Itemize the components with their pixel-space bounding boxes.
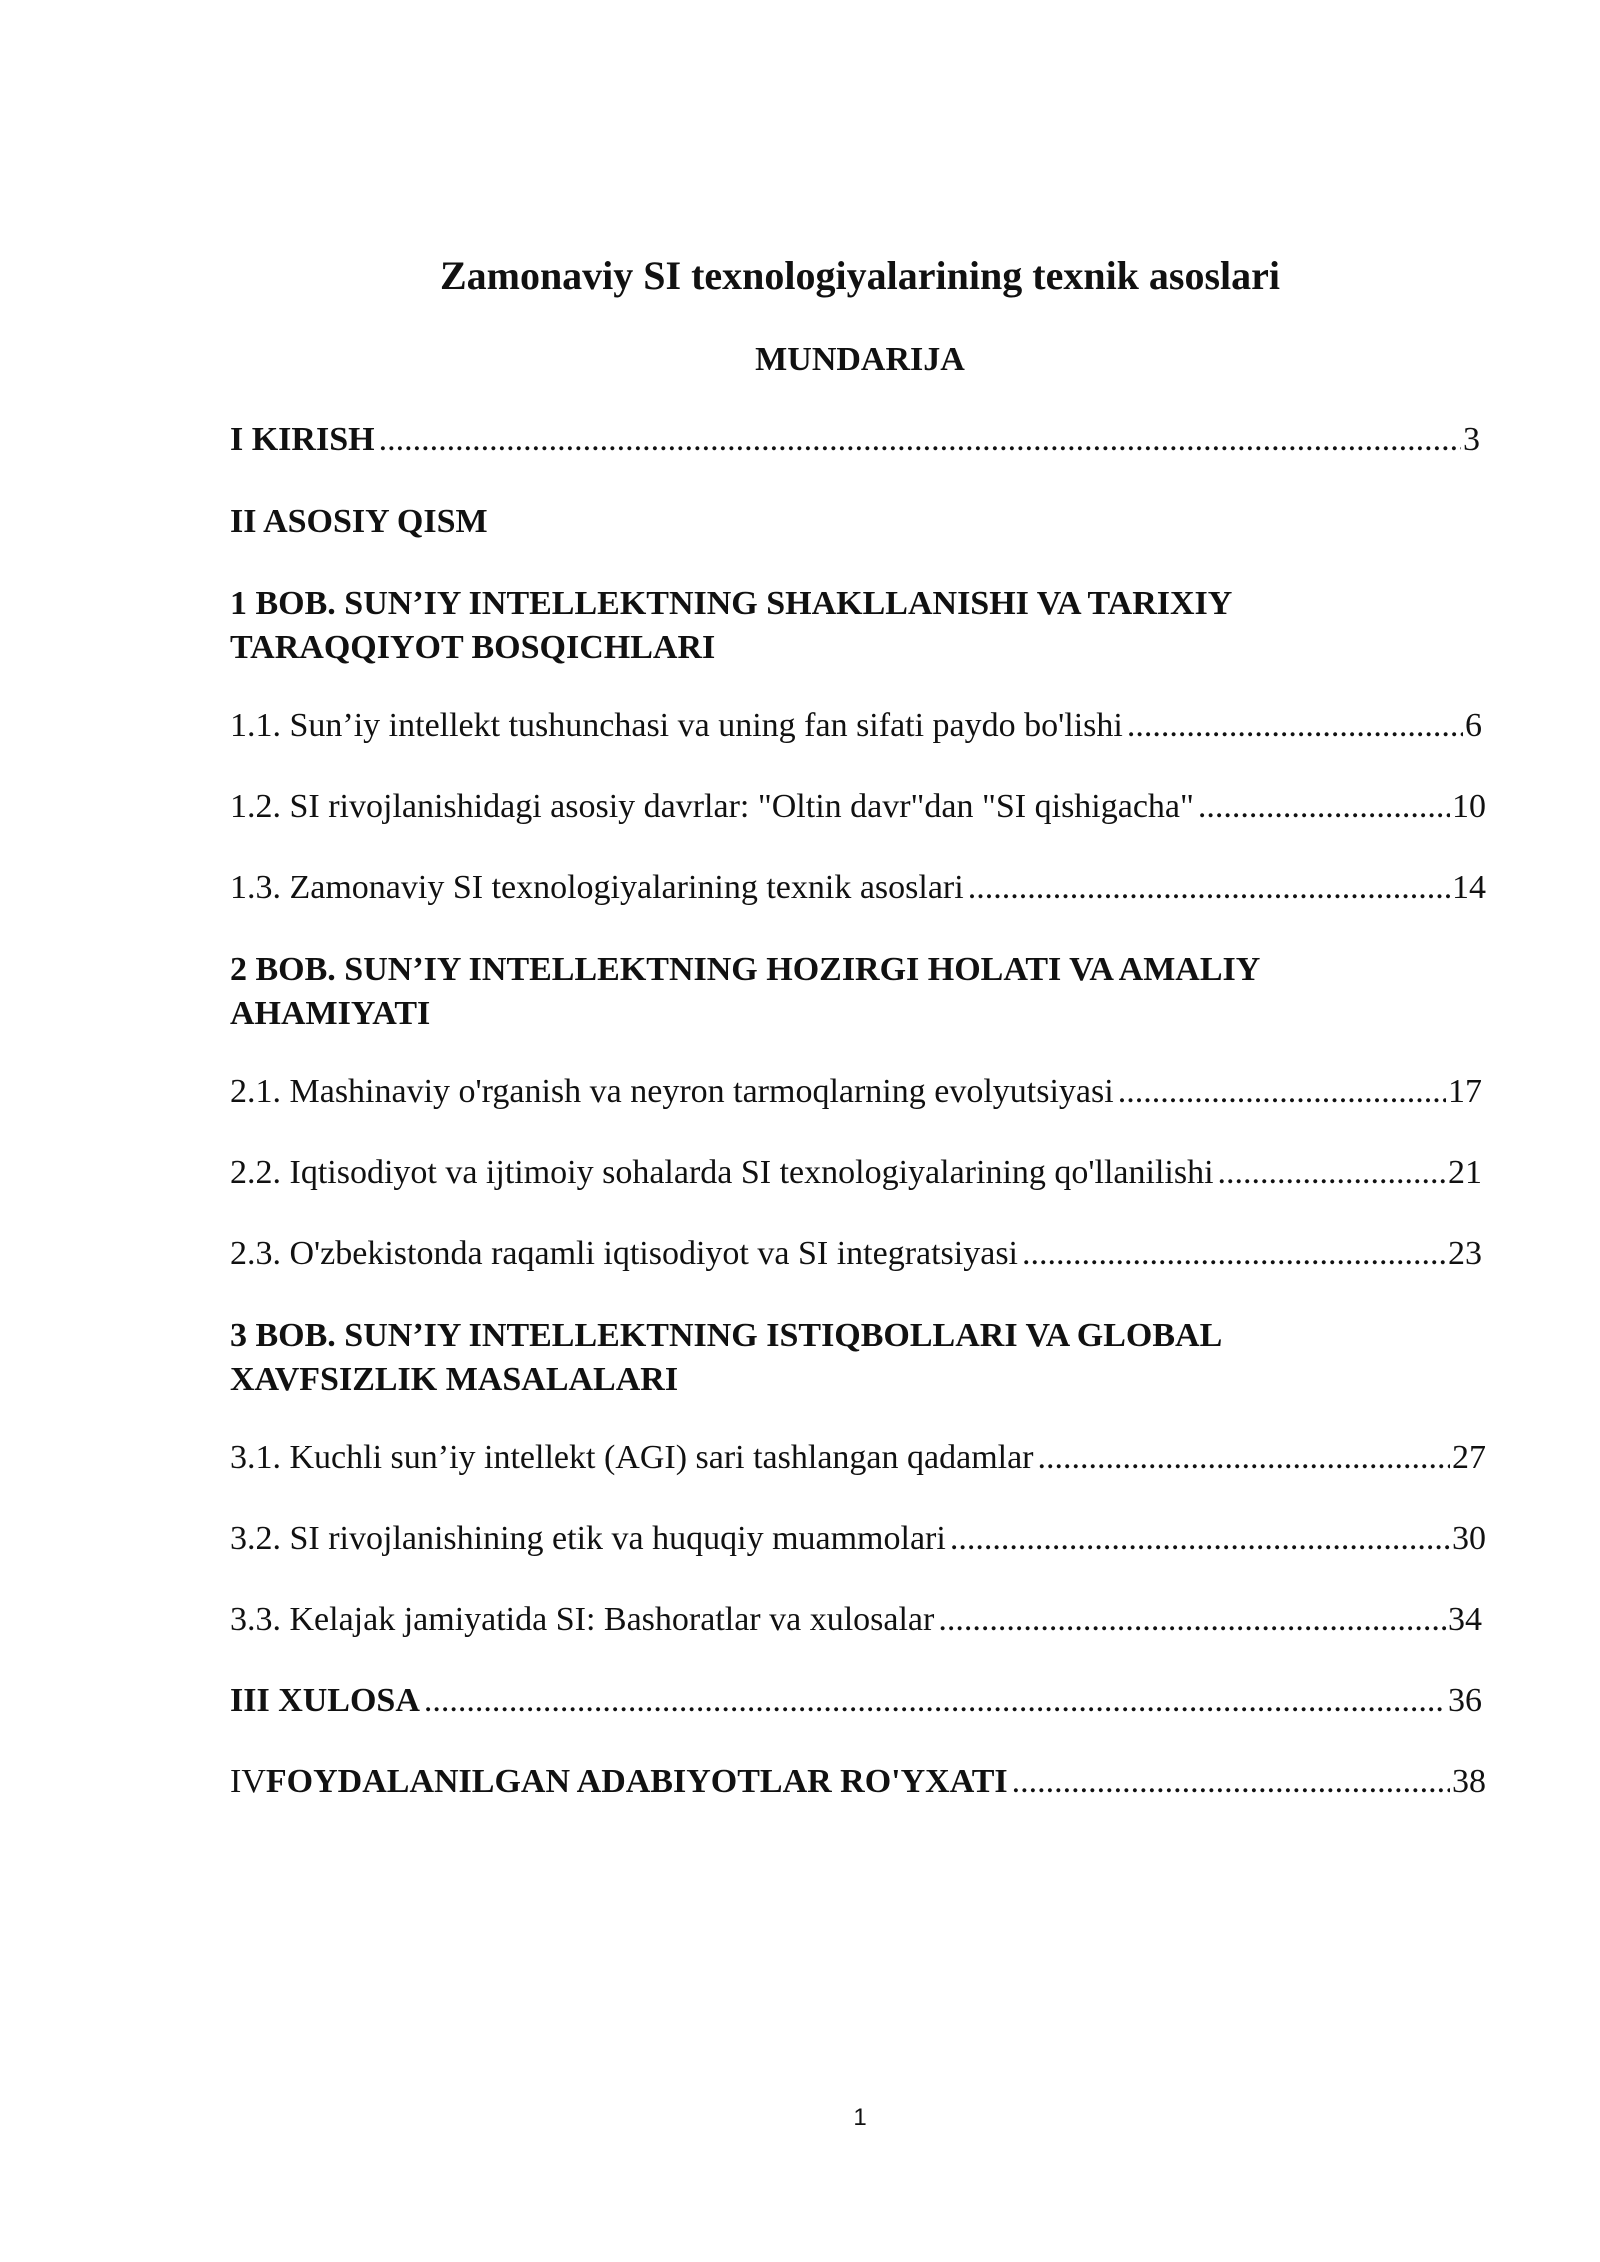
toc-entry-1-1[interactable] [230, 702, 1482, 750]
toc-entry-2-3[interactable] [230, 1230, 1482, 1278]
toc-chapter-3[interactable]: 3 BOB. SUN’IY INTELLEKTNING ISTIQBOLLARI VA GLOBAL XAVFSIZLIK MASALALARI [230, 1317, 1221, 1398]
toc-leader-dots [1118, 1068, 1446, 1116]
toc-leader-dots [1198, 783, 1450, 831]
toc-leader-dots [1012, 1758, 1450, 1806]
toc-entry-adabiyotlar[interactable] [230, 1758, 1486, 1806]
toc-leader-dots [968, 864, 1450, 912]
toc-entry-text: 3.1. Kuchli sun’iy intellekt (AGI) sari tashlangan qadamlar [230, 1439, 1034, 1476]
toc-entry-text: 3.3. Kelajak jamiyatida SI: Bashoratlar va xulosalar [230, 1601, 935, 1638]
toc-page-number: 34 [1448, 1601, 1482, 1638]
toc-page-number: 14 [1452, 869, 1486, 906]
toc-entry-prefix: IV [230, 1763, 266, 1800]
toc-leader-dots [950, 1515, 1450, 1563]
toc-page-number: 21 [1448, 1154, 1482, 1191]
toc-page-number: 23 [1448, 1235, 1482, 1272]
toc-page-number: 36 [1448, 1682, 1482, 1719]
toc-entry-text: 1.2. SI rivojlanishidagi asosiy davrlar: "Oltin davr"dan "SI qishigacha" [230, 788, 1194, 825]
toc-entry-kirish[interactable] [230, 416, 1480, 464]
toc-entry-text: I KIRISH [230, 421, 375, 458]
toc-leader-dots [379, 416, 1461, 464]
toc-page-number: 10 [1452, 788, 1486, 825]
toc-entry-text: 1.1. Sun’iy intellekt tushunchasi va uning fan sifati paydo bo'lishi [230, 707, 1123, 744]
toc-page-number: 30 [1452, 1520, 1486, 1557]
toc-entry-3-3[interactable] [230, 1596, 1482, 1644]
toc-leader-dots [1127, 702, 1463, 750]
toc-page-number: 17 [1448, 1073, 1482, 1110]
toc-heading-asosiy-qism: II ASOSIY QISM [230, 503, 488, 540]
toc-entry-2-1[interactable] [230, 1068, 1482, 1116]
toc-leader-dots [1022, 1230, 1446, 1278]
toc-entry-text: 1.3. Zamonaviy SI texnologiyalarining texnik asoslari [230, 869, 964, 906]
toc-entry-xulosa[interactable] [230, 1677, 1482, 1725]
toc-entry-3-1[interactable] [230, 1434, 1486, 1482]
toc-leader-dots [1218, 1149, 1446, 1197]
toc-leader-dots [938, 1596, 1446, 1644]
toc-entry-text: 2.1. Mashinaviy o'rganish va neyron tarmoqlarning evolyutsiyasi [230, 1073, 1114, 1110]
toc-page-number: 38 [1452, 1763, 1486, 1800]
toc-entry-text: III XULOSA [230, 1682, 420, 1719]
toc-entry-text: FOYDALANILGAN ADABIYOTLAR RO'YXATI [265, 1763, 1008, 1800]
toc-page-number: 6 [1465, 707, 1482, 744]
toc-entry-text: 2.2. Iqtisodiyot va ijtimoiy sohalarda SI texnologiyalarining qo'llanilishi [230, 1154, 1214, 1191]
toc-page-number: 3 [1463, 421, 1480, 458]
document-title: Zamonaviy SI texnologiyalarining texnik asoslari [439, 253, 1281, 298]
toc-entry-text: 3.2. SI rivojlanishining etik va huquqiy muammolari [230, 1520, 946, 1557]
toc-heading: MUNDARIJA [755, 341, 965, 378]
toc-chapter-2[interactable]: 2 BOB. SUN’IY INTELLEKTNING HOZIRGI HOLATI VA AMALIY AHAMIYATI [230, 951, 1260, 1032]
toc-leader-dots [1038, 1434, 1451, 1482]
toc-entry-1-2[interactable] [230, 783, 1486, 831]
toc-entry-1-3[interactable] [230, 864, 1486, 912]
page-number: 1 [853, 2104, 867, 2131]
toc-entry-2-2[interactable] [230, 1149, 1482, 1197]
toc-entry-text: 2.3. O'zbekistonda raqamli iqtisodiyot va SI integratsiyasi [230, 1235, 1018, 1272]
toc-entry-3-2[interactable] [230, 1515, 1486, 1563]
toc-leader-dots [424, 1677, 1446, 1725]
toc-page-number: 27 [1452, 1439, 1486, 1476]
toc-chapter-1[interactable]: 1 BOB. SUN’IY INTELLEKTNING SHAKLLANISHI VA TARIXIY TARAQQIYOT BOSQICHLARI [230, 585, 1232, 666]
